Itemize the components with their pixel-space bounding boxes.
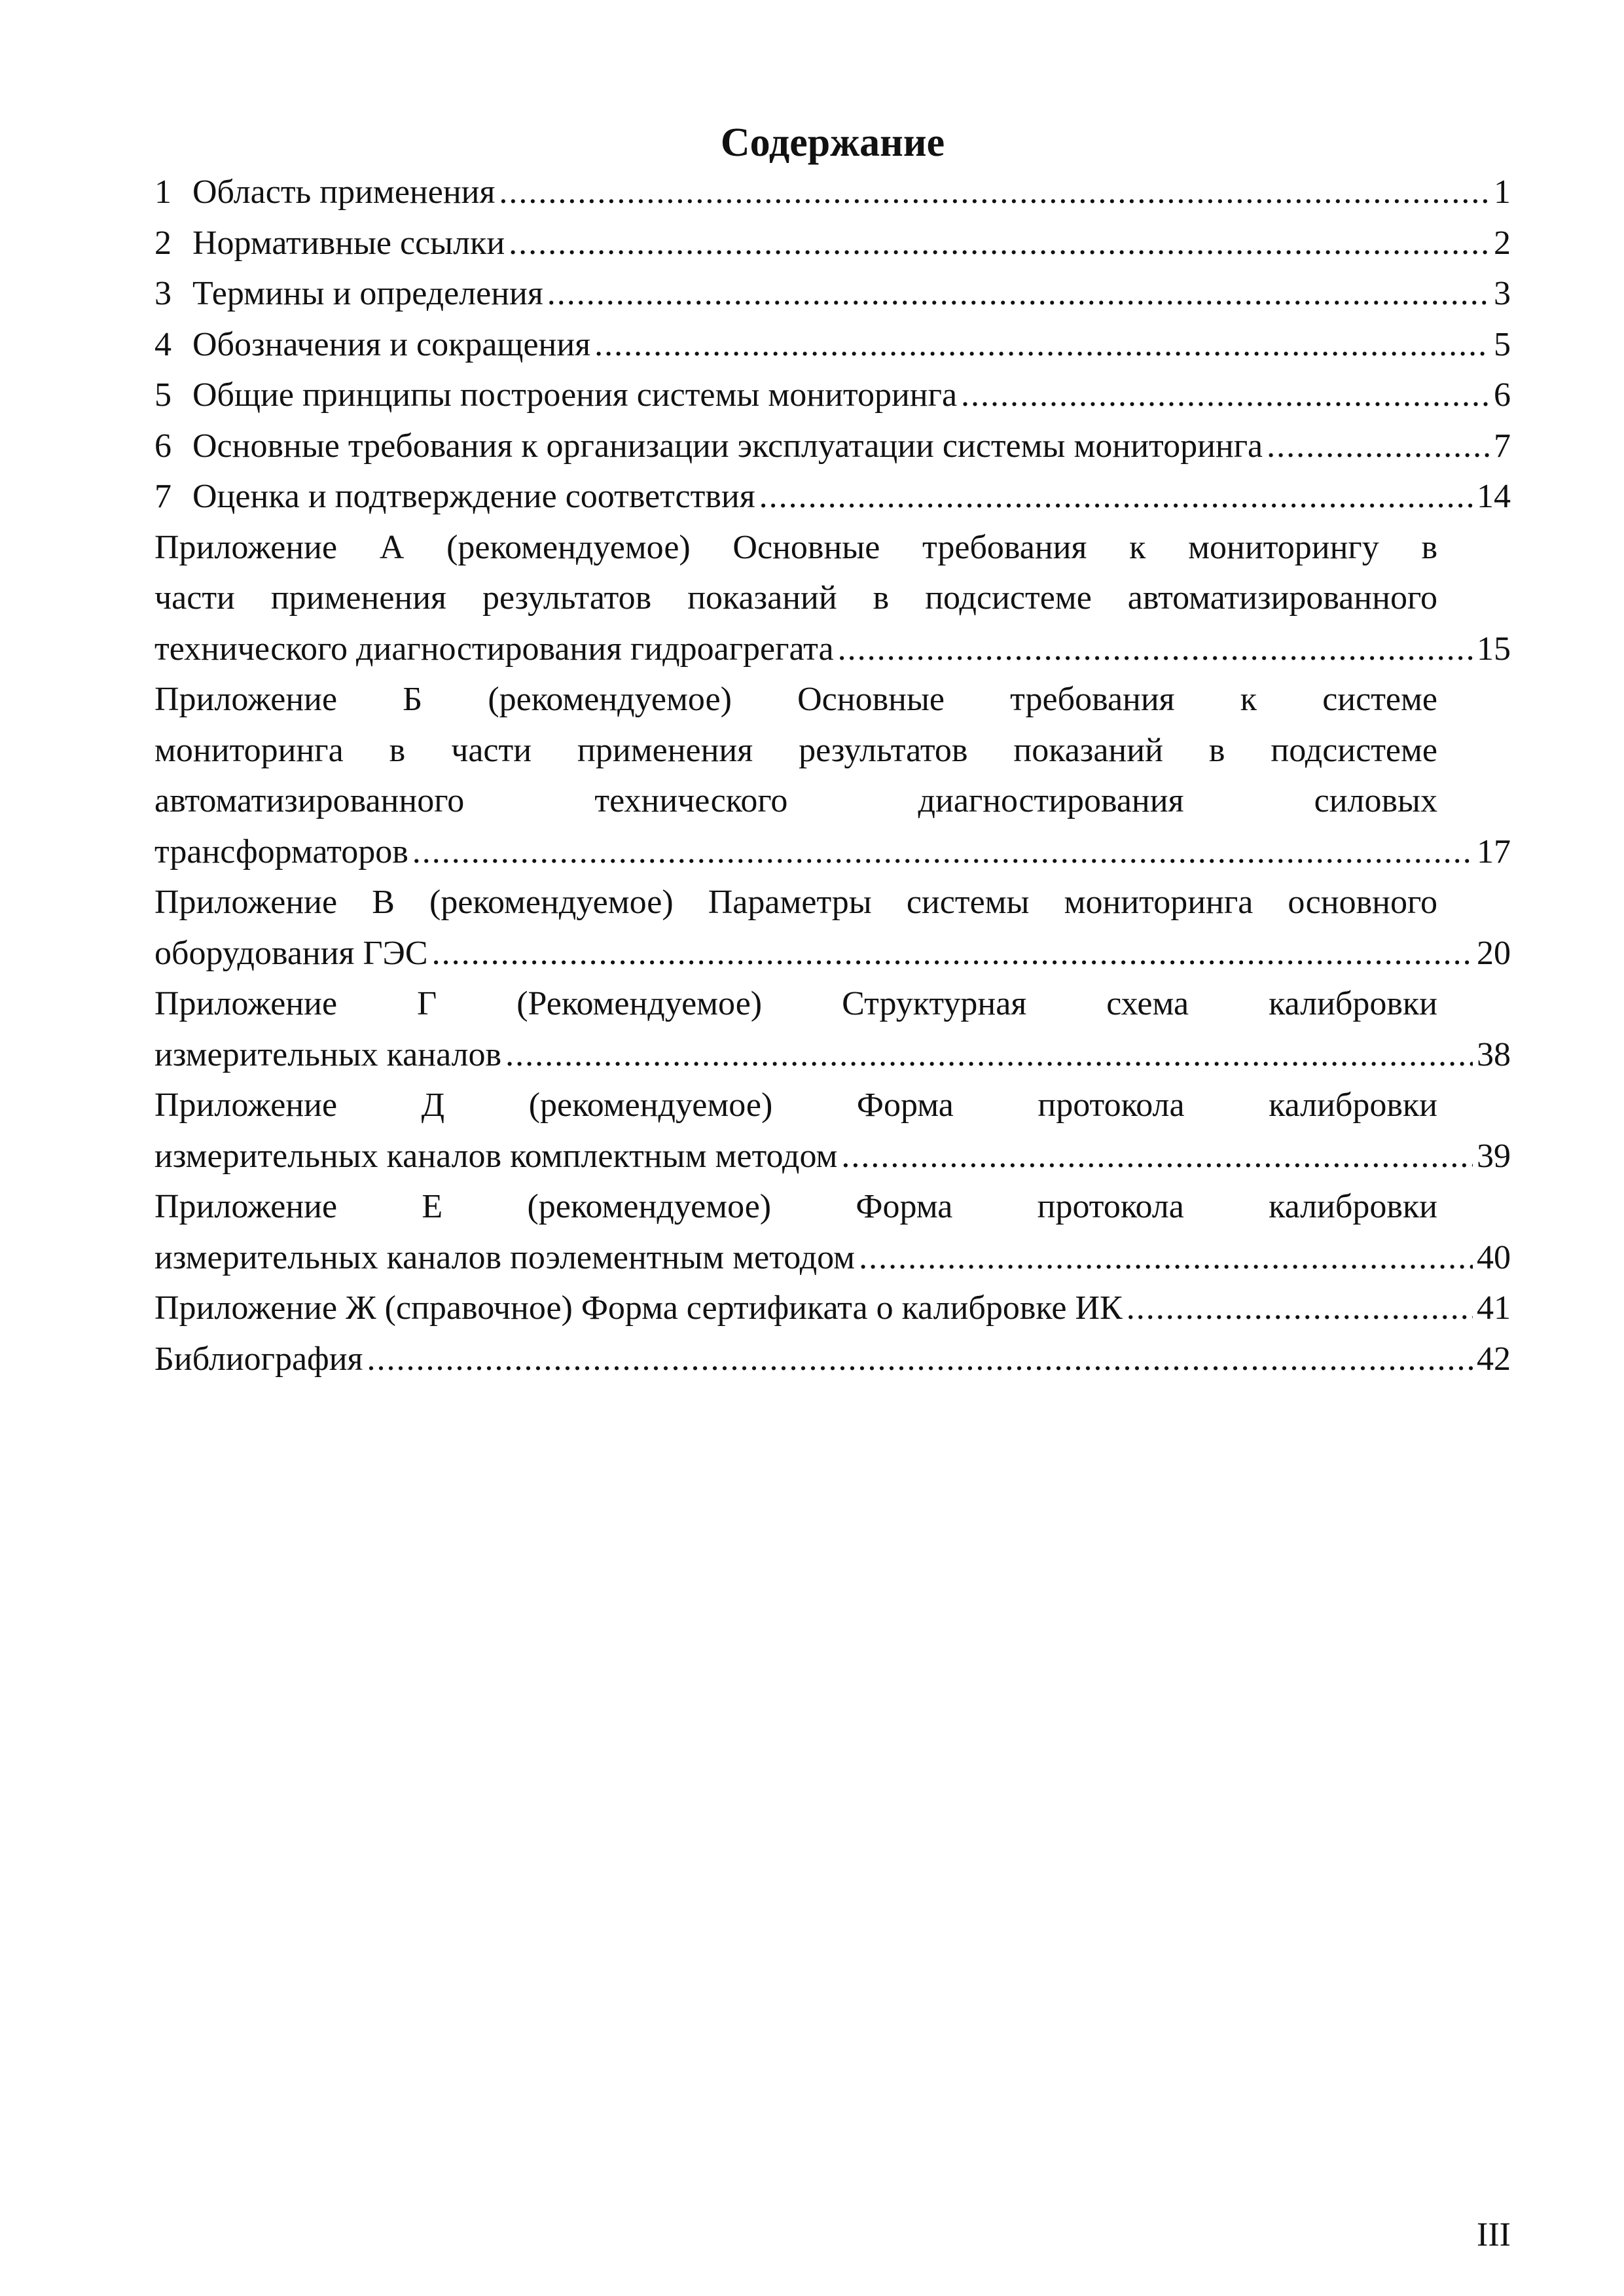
toc-appendix-a[interactable] [154, 522, 1511, 675]
toc-entry-2[interactable] [154, 218, 1511, 269]
toc-appendix-zh[interactable] [154, 1283, 1511, 1334]
toc-entry-title: Основные требования к организации эксплуатации системы мониторинга [192, 427, 1263, 465]
toc-entry-6[interactable] [154, 421, 1511, 472]
toc-appendix-line: Приложение Г (Рекомендуемое) Структурная схема калибровки [154, 985, 1437, 1022]
toc-entry-number: 4 [154, 325, 171, 363]
dot-leader [841, 1131, 1473, 1182]
toc-appendix-last-line: Библиография [154, 1340, 363, 1378]
dot-leader [509, 218, 1490, 269]
toc-entry-page: 1 [1494, 173, 1511, 211]
toc-entry-page: 39 [1477, 1137, 1511, 1175]
toc-entry-number: 3 [154, 275, 171, 312]
toc-appendix-g[interactable] [154, 978, 1511, 1080]
dot-leader [961, 370, 1490, 421]
toc-appendix-b[interactable] [154, 674, 1511, 877]
toc-appendix-last-line: трансформаторов [154, 833, 408, 870]
toc-entry-title: Термины и определения [192, 275, 543, 312]
toc-entry-page: 14 [1477, 478, 1511, 515]
toc-appendix-v[interactable] [154, 877, 1511, 978]
dot-leader [1267, 421, 1490, 472]
toc-entry-page: 41 [1477, 1289, 1511, 1327]
toc-appendix-line: мониторинга в части применения результатов показаний в подсистеме [154, 731, 1437, 769]
toc-bibliography[interactable] [154, 1334, 1511, 1385]
toc-entry-page: 42 [1477, 1340, 1511, 1378]
toc-appendix-line: части применения результатов показаний в подсистеме автоматизированного [154, 579, 1437, 617]
toc-entry-page: 17 [1477, 833, 1511, 870]
toc-entry-page: 15 [1477, 630, 1511, 668]
toc-appendix-line: Приложение Д (рекомендуемое) Форма протокола калибровки [154, 1086, 1437, 1124]
toc-appendix-line: Приложение Б (рекомендуемое) Основные требования к системе [154, 681, 1437, 718]
dot-leader [594, 319, 1490, 370]
toc-entry-number: 2 [154, 224, 171, 262]
dot-leader [412, 827, 1473, 878]
toc-appendix-line: автоматизированного технического диагностирования силовых [154, 782, 1437, 819]
toc-appendix-e[interactable] [154, 1181, 1511, 1283]
toc-appendix-last-line: технического диагностирования гидроагрегата [154, 630, 834, 668]
toc-entry-title: Обозначения и сокращения [192, 325, 591, 363]
toc-appendix-line: Приложение А (рекомендуемое) Основные требования к мониторингу в [154, 528, 1437, 566]
toc-entry-number: 6 [154, 427, 171, 465]
toc-entry-3[interactable] [154, 268, 1511, 319]
toc-appendix-last-line: измерительных каналов поэлементным методом [154, 1238, 856, 1276]
toc-entry-page: 40 [1477, 1238, 1511, 1276]
toc-entry-page: 20 [1477, 934, 1511, 972]
toc-appendix-last-line: измерительных каналов комплектным методом [154, 1137, 838, 1175]
dot-leader [838, 624, 1473, 675]
toc-appendix-line: Приложение В (рекомендуемое) Параметры системы мониторинга основного [154, 884, 1437, 921]
toc-entry-5[interactable] [154, 370, 1511, 421]
toc-appendix-last-line: Приложение Ж (справочное) Форма сертификата о калибровке ИК [154, 1289, 1123, 1327]
toc-entry-7[interactable] [154, 471, 1511, 522]
toc-appendix-last-line: измерительных каналов [154, 1035, 502, 1073]
dot-leader [367, 1334, 1473, 1385]
dot-leader [499, 167, 1490, 218]
toc-entry-page: 6 [1494, 376, 1511, 414]
toc-entry-number: 5 [154, 376, 171, 414]
dot-leader [759, 471, 1473, 522]
toc-entry-1[interactable] [154, 167, 1511, 218]
toc-entry-page: 5 [1494, 325, 1511, 363]
toc-entry-title: Область применения [192, 173, 496, 211]
toc-entry-page: 7 [1494, 427, 1511, 465]
dot-leader [859, 1232, 1473, 1283]
toc-entry-4[interactable] [154, 319, 1511, 370]
dot-leader [1127, 1283, 1473, 1334]
toc-appendix-d[interactable] [154, 1080, 1511, 1181]
page-number: III [1477, 2216, 1511, 2253]
toc-appendix-line: Приложение Е (рекомендуемое) Форма протокола калибровки [154, 1188, 1437, 1225]
toc-entry-title: Оценка и подтверждение соответствия [192, 478, 755, 515]
toc-entry-number: 7 [154, 478, 171, 515]
toc-entry-page: 2 [1494, 224, 1511, 262]
dot-leader [505, 1030, 1473, 1081]
toc-list [154, 167, 1511, 1384]
toc-entry-number: 1 [154, 173, 171, 211]
toc-appendix-last-line: оборудования ГЭС [154, 934, 428, 972]
toc-entry-title: Общие принципы построения системы мониторинга [192, 376, 958, 414]
toc-entry-page: 3 [1494, 275, 1511, 312]
toc-entry-page: 38 [1477, 1035, 1511, 1073]
toc-entry-title: Нормативные ссылки [192, 224, 505, 262]
toc-title: Содержание [720, 120, 945, 165]
dot-leader [432, 928, 1473, 979]
dot-leader [547, 268, 1490, 319]
